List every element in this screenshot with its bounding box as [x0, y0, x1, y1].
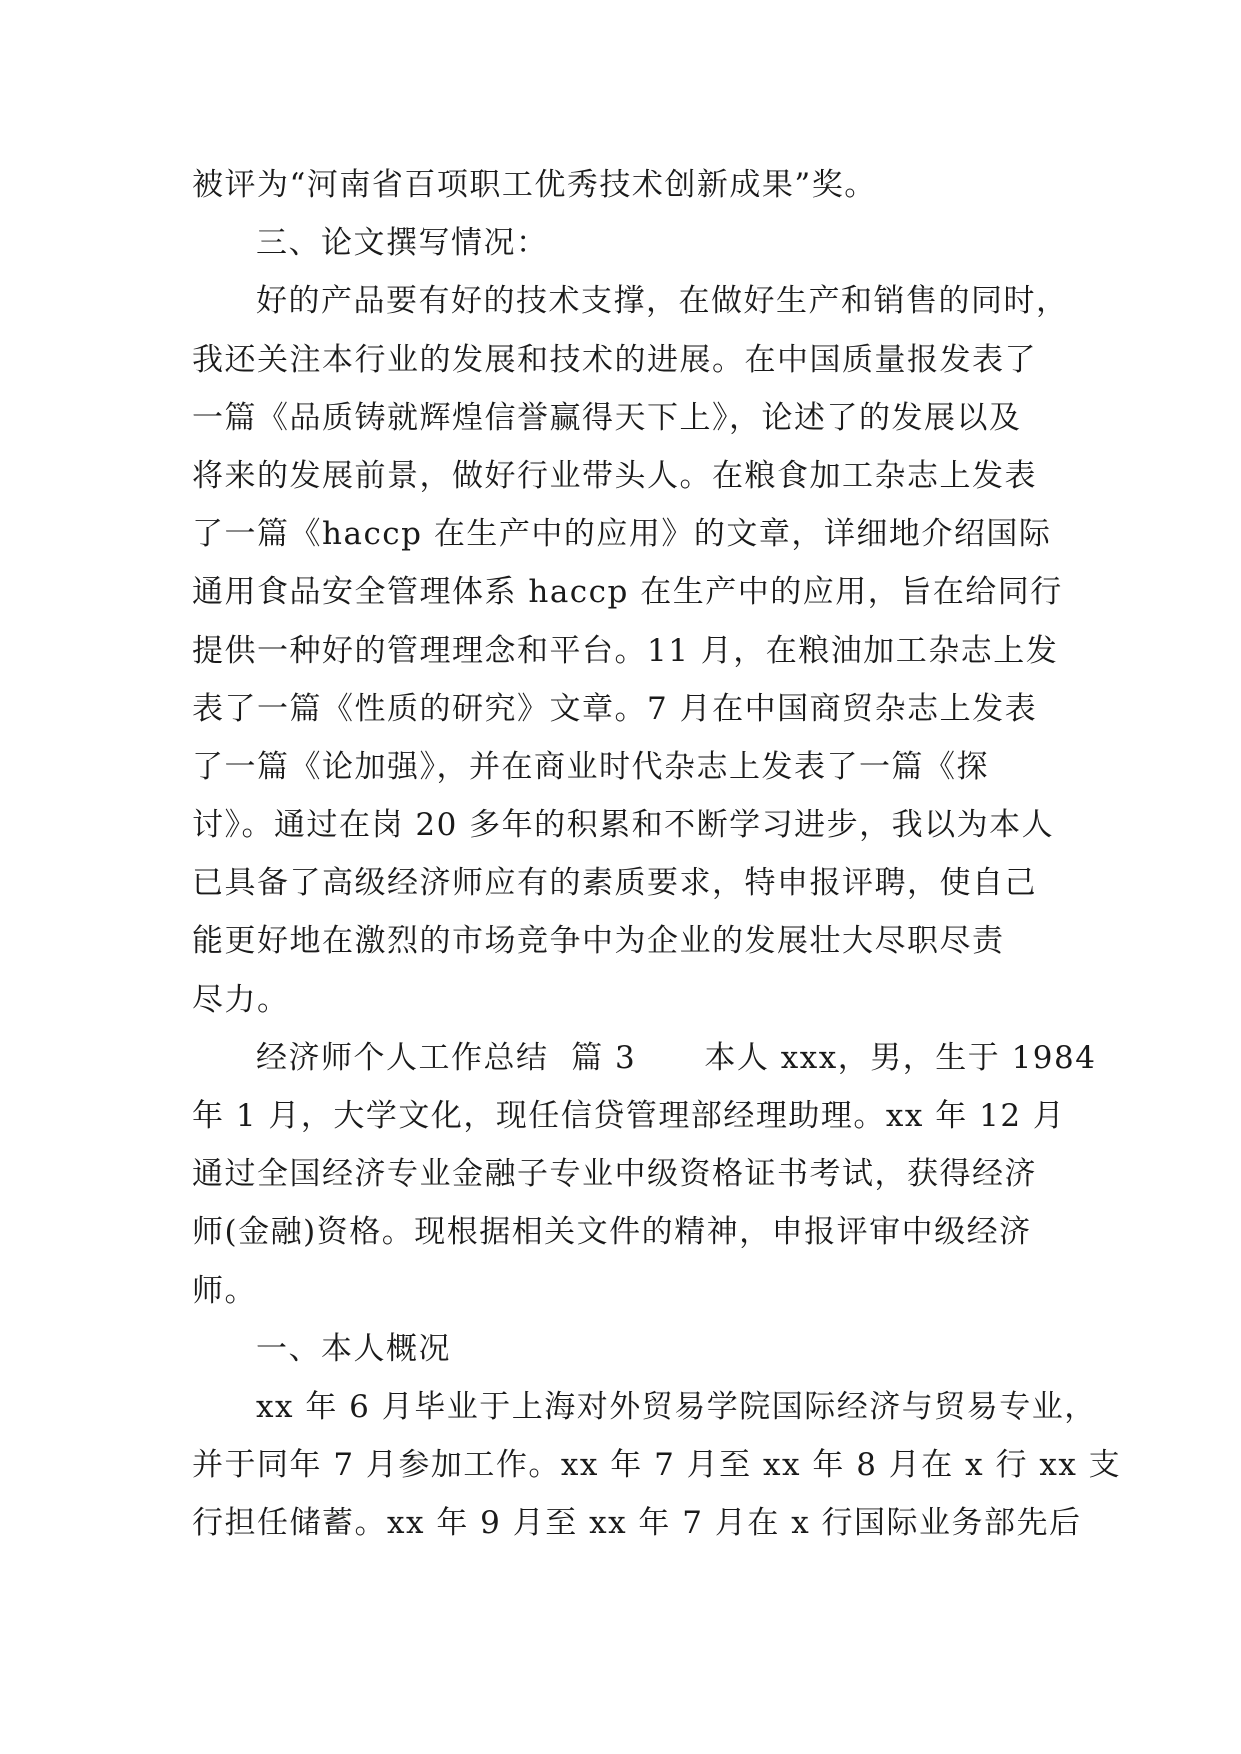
article-heading-line: 经济师个人工作总结 篇 3 本人 xxx，男，生于 1984 [256, 1039, 1097, 1076]
text-line: 行担任储蓄。xx 年 9 月至 xx 年 7 月在 x 行国际业务部先后 [192, 1505, 1082, 1542]
text-line: 并于同年 7 月参加工作。xx 年 7 月至 xx 年 8 月在 x 行 xx 支 [192, 1447, 1122, 1484]
text-line: 通用食品安全管理体系 haccp 在生产中的应用，旨在给同行 [192, 574, 1063, 611]
text-line: xx 年 6 月毕业于上海对外贸易学院国际经济与贸易专业， [256, 1388, 1097, 1425]
text-line: 好的产品要有好的技术支撑，在做好生产和销售的同时， [256, 283, 1069, 320]
text-line: 提供一种好的管理理念和平台。11 月，在粮油加工杂志上发 [192, 632, 1059, 669]
text-line: 一篇《品质铸就辉煌信誉赢得天下上》，论述了的发展以及 [192, 399, 1022, 436]
text-line: 已具备了高级经济师应有的素质要求，特申报评聘，使自己 [192, 865, 1037, 902]
text-line: 年 1 月，大学文化，现任信贷管理部经理助理。xx 年 12 月 [192, 1098, 1066, 1134]
text-line: 能更好地在激烈的市场竞争中为企业的发展壮大尽职尽责 [192, 923, 1005, 960]
text-line: 通过全国经济专业金融子专业中级资格证书考试，获得经济 [192, 1156, 1037, 1193]
text-line: 了一篇《haccp 在生产中的应用》的文章，详细地介绍国际 [192, 516, 1052, 553]
section-heading-overview: 一、本人概况 [256, 1330, 451, 1367]
document-body [192, 156, 1122, 1553]
section-heading-paper-writing: 三、论文撰写情况： [256, 225, 549, 262]
text-line: 被评为“河南省百项职工优秀技术创新成果”奖。 [192, 167, 877, 203]
text-line: 将来的发展前景，做好行业带头人。在粮食加工杂志上发表 [192, 457, 1037, 494]
text-line: 表了一篇《性质的研究》文章。7 月在中国商贸杂志上发表 [192, 690, 1038, 727]
text-line: 我还关注本行业的发展和技术的进展。在中国质量报发表了 [192, 341, 1037, 378]
text-line: 尽力。 [192, 981, 290, 1018]
text-line: 了一篇《论加强》，并在商业时代杂志上发表了一篇《探 [192, 748, 989, 785]
text-line: 师。 [192, 1272, 257, 1309]
text-line: 师(金融)资格。现根据相关文件的精神，申报评审中级经济 [192, 1214, 1032, 1251]
text-line: 讨》。通过在岗 20 多年的积累和不断学习进步，我以为本人 [192, 807, 1055, 844]
